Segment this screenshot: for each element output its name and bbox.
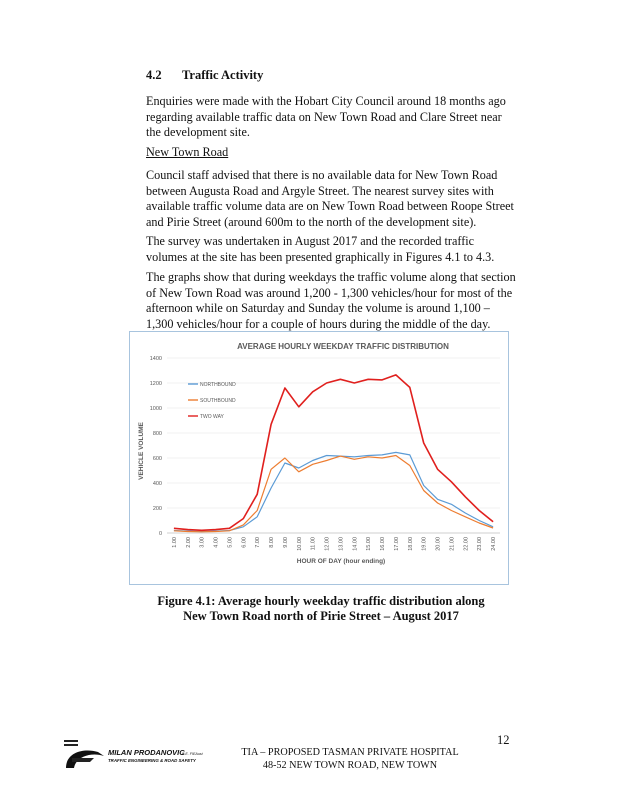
chart-x-tick-label: 20.00	[435, 537, 442, 551]
chart-x-tick-label: 18.00	[407, 537, 414, 551]
figure-caption-line1: Figure 4.1: Average hourly weekday traffic distribution along	[157, 594, 485, 608]
chart-x-tick-label: 8.00	[269, 537, 276, 548]
chart-x-tick-label: 23.00	[477, 537, 484, 551]
section-title: Traffic Activity	[182, 68, 264, 82]
chart-legend-label: NORTHBOUND	[200, 382, 236, 388]
chart-x-tick-label: 5.00	[227, 537, 234, 548]
intro-paragraph: Enquiries were made with the Hobart City Council around 18 months ago regarding available traffic data on New Town Road and Clare Street near the development site.	[146, 94, 506, 140]
chart-x-tick-label: 3.00	[199, 537, 206, 548]
chart-x-tick-label: 4.00	[213, 537, 220, 548]
footer-line1: TIA – PROPOSED TASMAN PRIVATE HOSPITAL	[241, 747, 459, 758]
chart-x-tick-label: 15.00	[366, 537, 373, 551]
chart-x-tick-label: 10.00	[296, 537, 303, 551]
chart-x-tick-label: 19.00	[421, 537, 428, 551]
chart-x-tick-label: 16.00	[380, 537, 387, 551]
figure-caption	[129, 594, 513, 624]
chart-x-tick-label: 11.00	[310, 537, 317, 551]
logo-tagline: TRAFFIC ENGINEERING & ROAD SAFETY	[108, 758, 196, 763]
chart-y-tick-label: 1200	[149, 381, 162, 387]
chart-x-tick-label: 9.00	[282, 537, 289, 548]
chart-x-tick-label: 14.00	[352, 537, 359, 551]
chart-x-tick-label: 1.00	[171, 537, 178, 548]
chart-y-tick-label: 0	[158, 531, 162, 537]
graphs-paragraph: The graphs show that during weekdays the traffic volume along that section of New Town Road was around 1,200 - 1,300 vehicles/hour for most of the afternoon while on Saturday and Sunday the volume is around 1,100 – 1,300 vehicles/hour for a couple of hours during the middle of the day.	[146, 270, 516, 331]
chart-x-tick-label: 24.00	[491, 537, 498, 551]
chart-y-tick-label: 400	[152, 481, 162, 487]
traffic-chart	[129, 331, 509, 585]
survey-paragraph: The survey was undertaken in August 2017 and the recorded traffic volumes at the site has been presented graphically in Figures 4.1 to 4.3.	[146, 234, 495, 264]
chart-x-tick-label: 21.00	[449, 537, 456, 551]
chart-series-line	[174, 452, 493, 531]
chart-x-tick-label: 2.00	[185, 537, 192, 548]
chart-y-axis-label: VEHICLE VOLUME	[138, 422, 145, 480]
page-footer	[230, 746, 470, 772]
logo-bar-icon	[64, 740, 78, 742]
figure-caption-line2: New Town Road north of Pirie Street – August 2017	[183, 609, 459, 623]
chart-legend-label: TWO WAY	[200, 414, 224, 420]
section-number: 4.2	[146, 68, 162, 82]
chart-x-tick-label: 12.00	[324, 537, 331, 551]
chart-y-tick-label: 800	[152, 431, 162, 437]
chart-x-tick-label: 13.00	[338, 537, 345, 551]
chart-y-tick-label: 1000	[149, 406, 162, 412]
chart-x-tick-label: 22.00	[463, 537, 470, 551]
chart-series-line	[174, 456, 493, 532]
chart-x-tick-label: 6.00	[241, 537, 248, 548]
company-logo	[64, 738, 214, 772]
chart-svg	[130, 332, 508, 584]
footer-line2: 48-52 NEW TOWN ROAD, NEW TOWN	[262, 760, 438, 771]
chart-y-tick-label: 1400	[149, 356, 162, 362]
chart-x-axis-label: HOUR OF DAY (hour ending)	[296, 558, 386, 565]
logo-road-icon	[72, 758, 94, 762]
chart-legend-label: SOUTHBOUND	[200, 398, 236, 404]
chart-x-tick-label: 7.00	[255, 537, 262, 548]
logo-suffix: B.E. FIEAust	[182, 752, 203, 756]
logo-name: MILAN PRODANOVIC	[108, 748, 185, 757]
chart-y-tick-label: 200	[152, 506, 162, 512]
chart-title: AVERAGE HOURLY WEEKDAY TRAFFIC DISTRIBUTION	[237, 342, 449, 351]
page-number: 12	[497, 733, 510, 747]
council-paragraph: Council staff advised that there is no available data for New Town Road between Augusta Road and Argyle Street. The nearest survey sites with available traffic volume data are on New Town Road between Roope Street and Pirie Street (around 600m to the north of the development site).	[146, 168, 514, 229]
chart-x-tick-label: 17.00	[393, 537, 400, 551]
subheading-new-town-road: New Town Road	[146, 145, 229, 159]
logo-bar-icon	[64, 744, 78, 746]
section-heading	[146, 68, 263, 83]
chart-y-tick-label: 600	[152, 456, 162, 462]
